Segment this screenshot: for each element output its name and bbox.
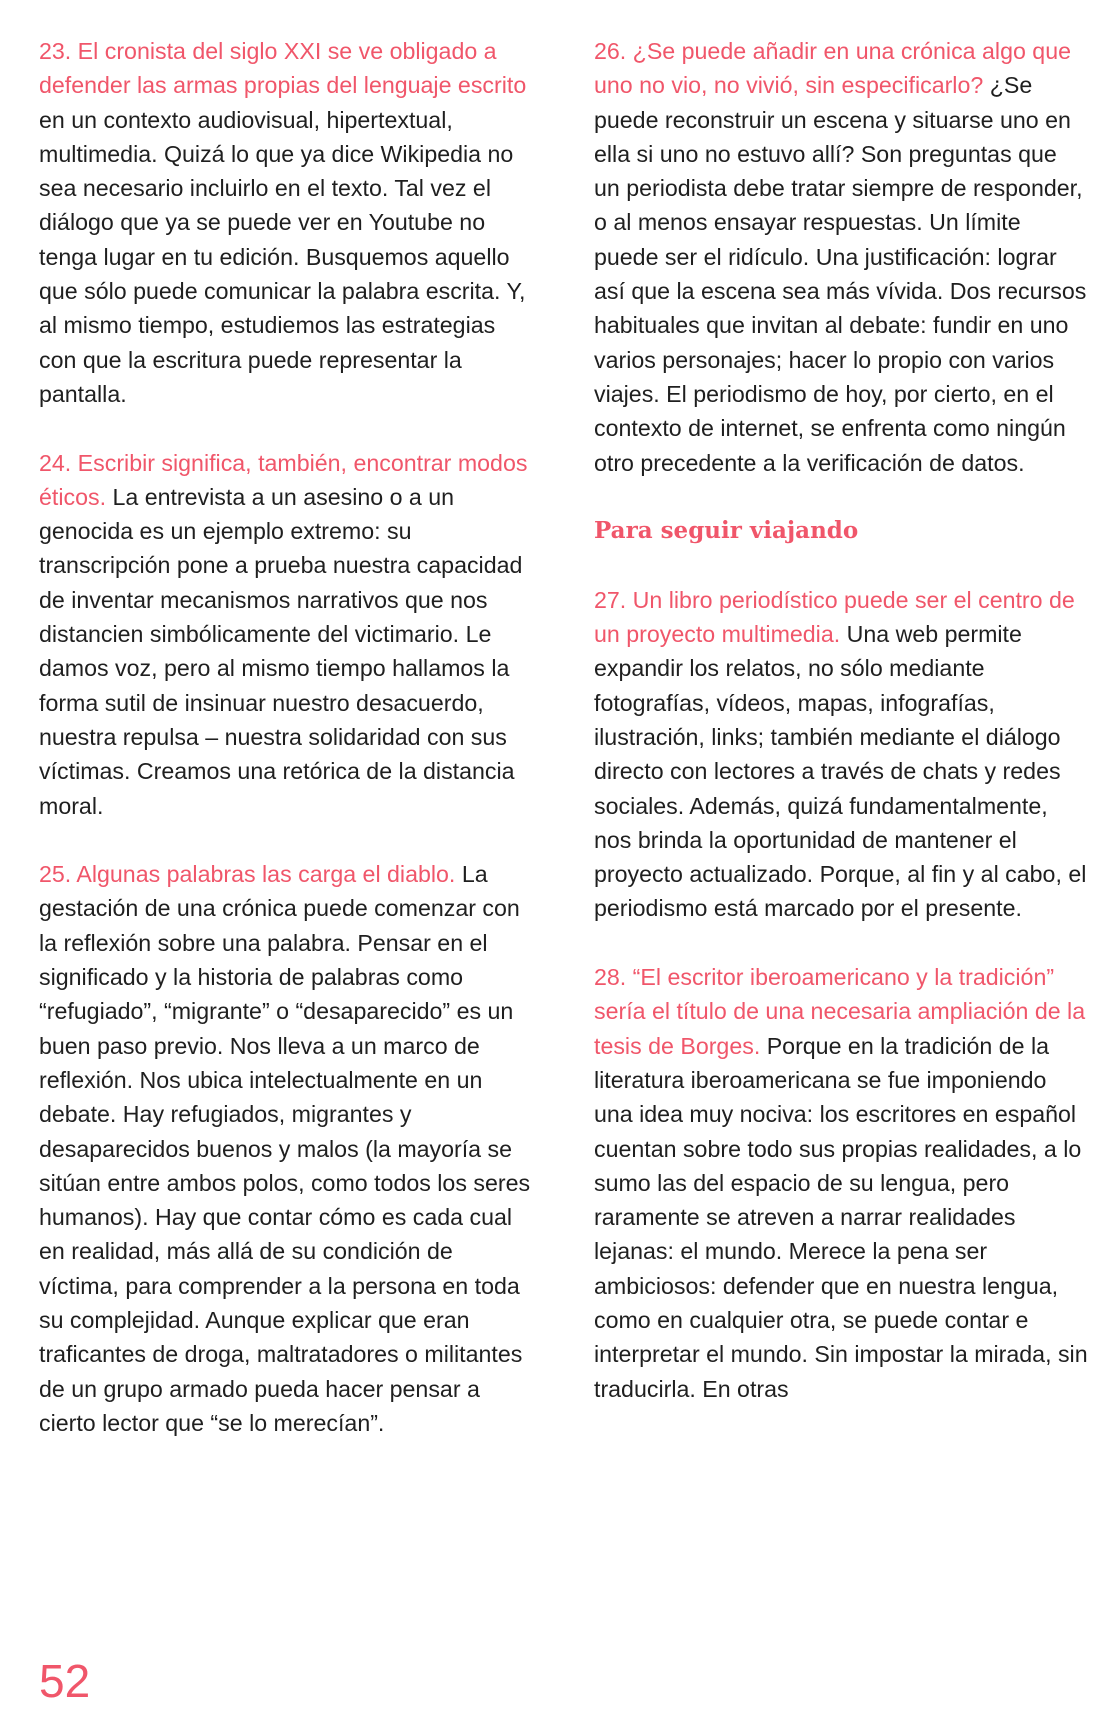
paragraph-lead: 27. Un libro periodístico puede ser el centro de un proyecto multimedia.	[594, 586, 1075, 648]
paragraph-lead: 25. Algunas palabras las carga el diablo.	[39, 861, 456, 888]
paragraph-body: en un contexto audiovisual, hipertextual, multimedia. Quizá lo que ya dice Wikipedia no sea necesario incluirlo en el texto. Tal vez el diálogo que ya se puede ver en Youtube no tenga lugar en tu edición. Busquemos aquello que sólo puede comunicar la palabra escrita. Y, al mismo tiempo, estudiemos las estrategias con que la escritura puede representar la pantalla.	[39, 106, 526, 407]
paragraph-lead: 26. ¿Se puede añadir en una crónica algo que uno no vio, no vivió, sin especificarlo?	[594, 38, 1071, 99]
paragraph-25	[39, 857, 534, 1440]
right-column	[594, 34, 1089, 1440]
paragraph-body: Porque en la tradición de la literatura iberoamericana se fue imponiendo una idea muy nociva: los escritores en español cuentan sobre todo sus propias realidades, a lo sumo las del espacio de su lengua, pero raramente se atreven a narrar realidades lejanas: el mundo. Merece la pena ser ambiciosos: defender que en nuestra lengua, como en cualquier otra, se puede contar e interpretar el mundo. Sin impostar la mirada, sin traducirla. En otras	[594, 1032, 1088, 1402]
paragraph-24	[39, 446, 534, 823]
paragraph-27	[594, 583, 1089, 926]
paragraph-lead: 28. “El escritor iberoamericano y la tradición” sería el título de una necesaria ampliación de la tesis de Borges.	[594, 964, 1086, 1059]
paragraph-lead: 24. Escribir significa, también, encontrar modos éticos.	[39, 449, 528, 510]
paragraph-body: Una web permite expandir los relatos, no sólo mediante fotografías, vídeos, mapas, infografías, ilustración, links; también mediante el diálogo directo con lectores a través de chats y redes sociales. Además, quizá fundamentalmente, nos brinda la oportunidad de mantener el proyecto actualizado. Porque, al fin y al cabo, el periodismo está marcado por el presente.	[594, 621, 1087, 922]
paragraph-body: La gestación de una crónica puede comenzar con la reflexión sobre una palabra. Pensar en el significado y la historia de palabras como “refugiado”, “migrante” o “desaparecido” es un buen paso previo. Nos lleva a un marco de reflexión. Nos ubica intelectualmente en un debate. Hay refugiados, migrantes y desaparecidos buenos y malos (la mayoría se sitúan entre ambos polos, como todos los seres humanos). Hay que contar cómo es cada cual en realidad, más allá de su condición de víctima, para comprender a la persona en toda su complejidad. Aunque explicar que eran traficantes de droga, maltratadores o militantes de un grupo armado pueda hacer pensar a cierto lector que “se lo merecían”.	[39, 861, 531, 1436]
paragraph-26	[594, 34, 1089, 480]
paragraph-28	[594, 960, 1089, 1406]
left-column	[39, 34, 534, 1474]
page-number: 52	[39, 1655, 91, 1707]
paragraph-lead: 23. El cronista del siglo XXI se ve obligado a defender las armas propias del lenguaje escrito	[39, 38, 527, 99]
section-heading: Para seguir viajando	[594, 517, 859, 545]
paragraph-23	[39, 34, 534, 411]
paragraph-body: La entrevista a un asesino o a un genocida es un ejemplo extremo: su transcripción pone a prueba nuestra capacidad de inventar mecanismos narrativos que nos distancien simbólicamente del victimario. Le damos voz, pero al mismo tiempo hallamos la forma sutil de insinuar nuestro desacuerdo, nuestra repulsa – nuestra solidaridad con sus víctimas. Creamos una retórica de la distancia moral.	[39, 483, 523, 819]
paragraph-body: ¿Se puede reconstruir un escena y situarse uno en ella si uno no estuvo allí? Son preguntas que un periodista debe tratar siempre de responder, o al menos ensayar respuestas. Un límite puede ser el ridículo. Una justificación: lograr así que la escena sea más vívida. Dos recursos habituales que invitan al debate: fundir en uno varios personajes; hacer lo propio con varios viajes. El periodismo de hoy, por cierto, en el contexto de internet, se enfrenta como ningún otro precedente a la verificación de datos.	[594, 72, 1087, 476]
